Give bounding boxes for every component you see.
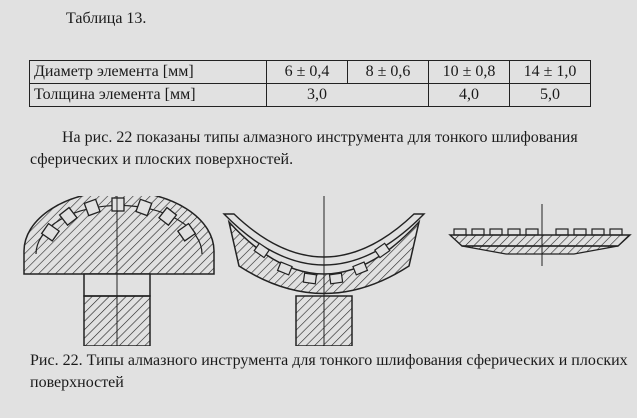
- figure-caption: Рис. 22. Типы алмазного инструмента для тонкого шлифования сферических и плоских поверхностей: [30, 352, 628, 391]
- table-row-diameter: [30, 61, 591, 84]
- concave-sphere-tool-drawing: [224, 196, 424, 346]
- table-cell: 5,0: [510, 84, 591, 107]
- table-cell-label: Диаметр элемента [мм]: [30, 61, 267, 84]
- table-cell: 8 ± 0,6: [348, 61, 429, 84]
- flat-tool-drawing: [450, 204, 630, 266]
- table-cell: 4,0: [429, 84, 510, 107]
- element-size-table: [29, 60, 591, 107]
- paragraph-text: На рис. 22 показаны типы алмазного инструмента для тонкого шлифования сферических и плоских поверхностей.: [30, 129, 578, 168]
- tool-drawings: [14, 196, 634, 346]
- table-cell: 3,0: [267, 84, 429, 107]
- table-cell-label: Толщина элемента [мм]: [30, 84, 267, 107]
- table-cell: 10 ± 0,8: [429, 61, 510, 84]
- convex-sphere-tool-drawing: [24, 196, 214, 346]
- body-paragraph: [30, 127, 630, 171]
- table-cell: 14 ± 1,0: [510, 61, 591, 84]
- table-cell: 6 ± 0,4: [267, 61, 348, 84]
- table-row-thickness: [30, 84, 591, 107]
- table-caption: Таблица 13.: [66, 10, 147, 27]
